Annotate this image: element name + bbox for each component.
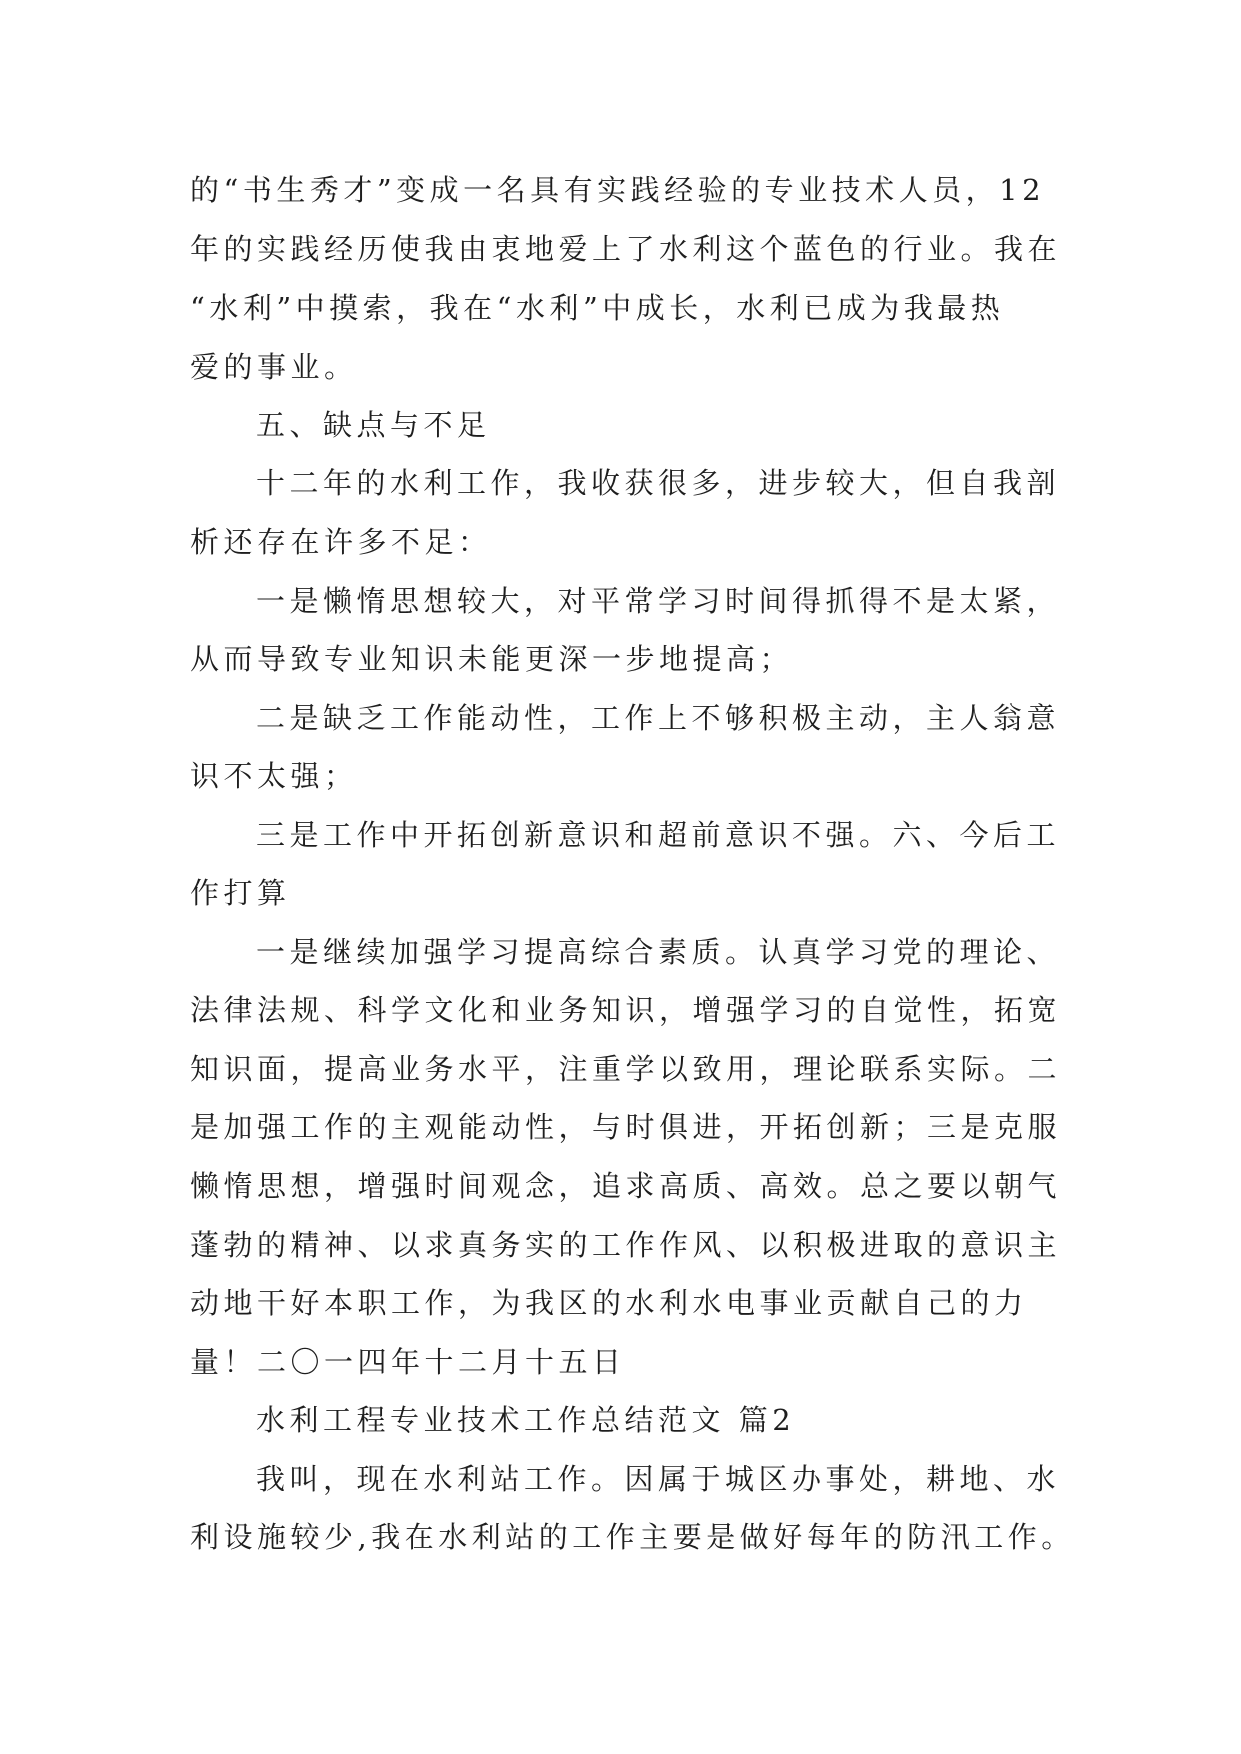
section-title: 水利工程专业技术工作总结范文 篇2 bbox=[256, 1403, 796, 1437]
text-line: “水利”中摸索，我在“水利”中成长，水利已成为我最热 bbox=[190, 291, 1005, 325]
text-line: 动地干好本职工作，为我区的水利水电事业贡献自己的力 bbox=[190, 1286, 1028, 1320]
text-line: 蓬勃的精神、以求真务实的工作作风、以积极进取的意识主 bbox=[190, 1228, 1062, 1262]
text-line: 年的实践经历使我由衷地爱上了水利这个蓝色的行业。我在 bbox=[190, 232, 1062, 266]
text-line: 我叫，现在水利站工作。因属于城区办事处，耕地、水 bbox=[256, 1462, 1061, 1496]
text-line: 利设施较少,我在水利站的工作主要是做好每年的防汛工作。 bbox=[190, 1520, 1075, 1554]
text-line: 爱的事业。 bbox=[190, 350, 358, 384]
text-line: 识不太强； bbox=[190, 759, 358, 793]
text-line: 的“书生秀才”变成一名具有实践经验的专业技术人员，12 bbox=[190, 173, 1046, 207]
text-line: 三是工作中开拓创新意识和超前意识不强。六、今后工 bbox=[256, 818, 1061, 852]
text-line: 懒惰思想，增强时间观念，追求高质、高效。总之要以朝气 bbox=[190, 1169, 1062, 1203]
text-line: 作打算 bbox=[190, 876, 291, 910]
text-line: 二是缺乏工作能动性，工作上不够积极主动，主人翁意 bbox=[256, 701, 1061, 735]
text-line: 知识面，提高业务水平，注重学以致用，理论联系实际。二 bbox=[190, 1052, 1062, 1086]
text-line: 法律法规、科学文化和业务知识，增强学习的自觉性，拓宽 bbox=[190, 993, 1062, 1027]
text-line: 量！二〇一四年十二月十五日 bbox=[190, 1345, 626, 1379]
text-line: 析还存在许多不足： bbox=[190, 525, 492, 559]
text-line: 是加强工作的主观能动性，与时俱进，开拓创新；三是克服 bbox=[190, 1110, 1062, 1144]
text-line: 十二年的水利工作，我收获很多，进步较大，但自我剖 bbox=[256, 466, 1061, 500]
section-heading: 五、缺点与不足 bbox=[256, 408, 491, 442]
text-line: 一是继续加强学习提高综合素质。认真学习党的理论、 bbox=[256, 935, 1061, 969]
text-line: 一是懒惰思想较大，对平常学习时间得抓得不是太紧， bbox=[256, 584, 1061, 618]
text-line: 从而导致专业知识未能更深一步地提高； bbox=[190, 642, 794, 676]
